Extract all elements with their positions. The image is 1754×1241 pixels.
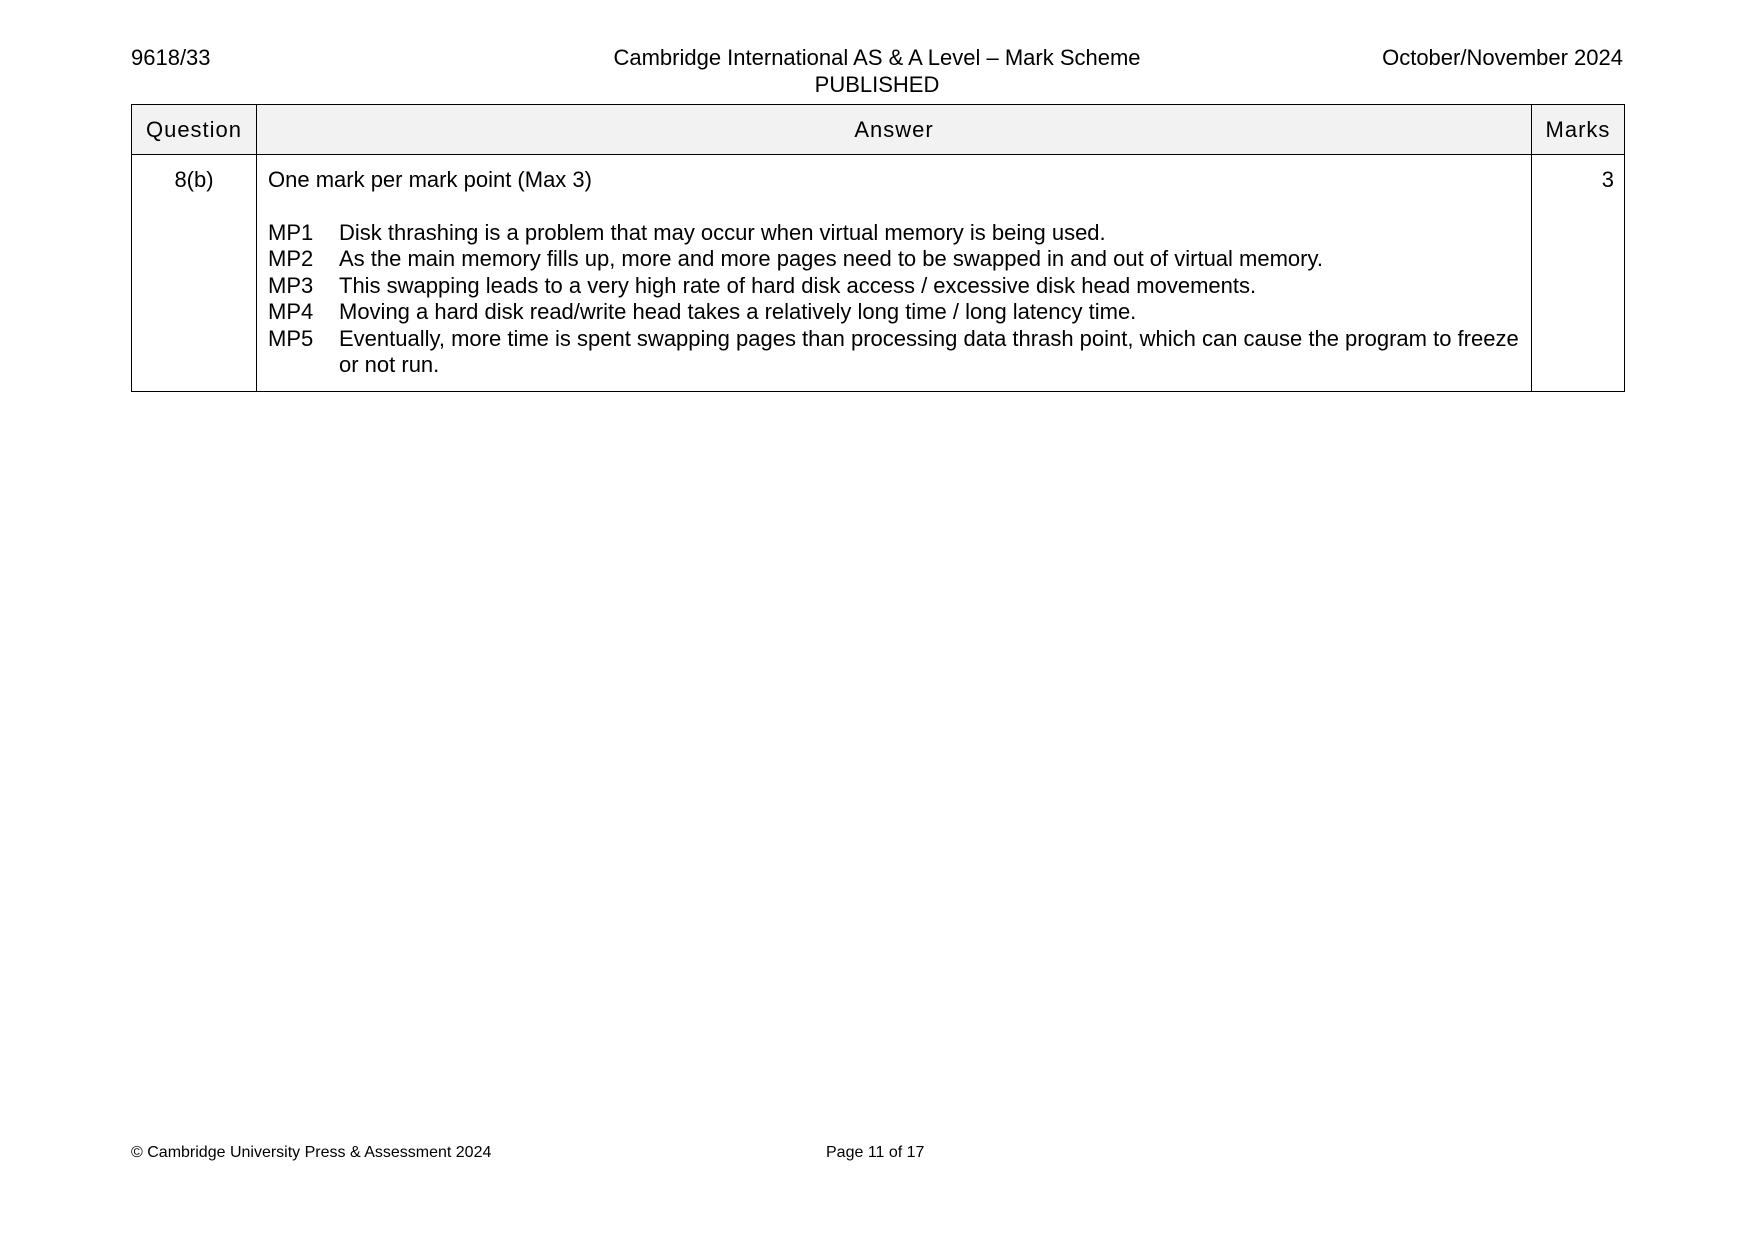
mark-point-code: MP2 <box>268 246 314 271</box>
answer-cell <box>257 155 1532 392</box>
mark-point <box>268 273 1521 300</box>
published-label: PUBLISHED <box>814 72 940 97</box>
paper-code: 9618/33 <box>131 45 211 70</box>
mark-point <box>268 299 1521 326</box>
mark-point <box>268 326 1521 379</box>
question-column-header: Question <box>132 105 257 155</box>
question-number: 8(b) <box>132 155 257 392</box>
exam-session: October/November 2024 <box>1382 45 1623 70</box>
copyright-notice: © Cambridge University Press & Assessment 2024 <box>131 1144 492 1161</box>
document-title: Cambridge International AS & A Level – Mark Scheme <box>613 45 1141 70</box>
answer-intro: One mark per mark point (Max 3) <box>268 167 592 192</box>
mark-point-text: Moving a hard disk read/write head takes a relatively long time / long latency time. <box>339 299 1137 324</box>
answer-column-header: Answer <box>257 105 1532 155</box>
mark-point <box>268 220 1521 247</box>
mark-point <box>268 246 1521 273</box>
page-number: Page 11 of 17 <box>826 1144 925 1161</box>
table-row <box>132 155 1625 392</box>
mark-point-code: MP1 <box>268 219 314 245</box>
mark-point-text: Disk thrashing is a problem that may occur when virtual memory is being used. <box>339 219 1106 245</box>
mark-point-code: MP5 <box>268 325 314 351</box>
mark-point-code: MP4 <box>268 299 314 324</box>
table-header-row <box>132 105 1625 155</box>
marks-column-header: Marks <box>1532 105 1625 155</box>
mark-scheme-table <box>131 104 1625 392</box>
mark-point-text: This swapping leads to a very high rate of hard disk access / excessive disk head movements. <box>339 272 1257 298</box>
mark-point-text: Eventually, more time is spent swapping pages than processing data thrash point, which can cause the program to freeze or not run. <box>339 325 1519 377</box>
mark-point-code: MP3 <box>268 272 314 298</box>
marks-value: 3 <box>1532 155 1625 392</box>
mark-point-text: As the main memory fills up, more and more pages need to be swapped in and out of virtual memory. <box>339 246 1323 271</box>
